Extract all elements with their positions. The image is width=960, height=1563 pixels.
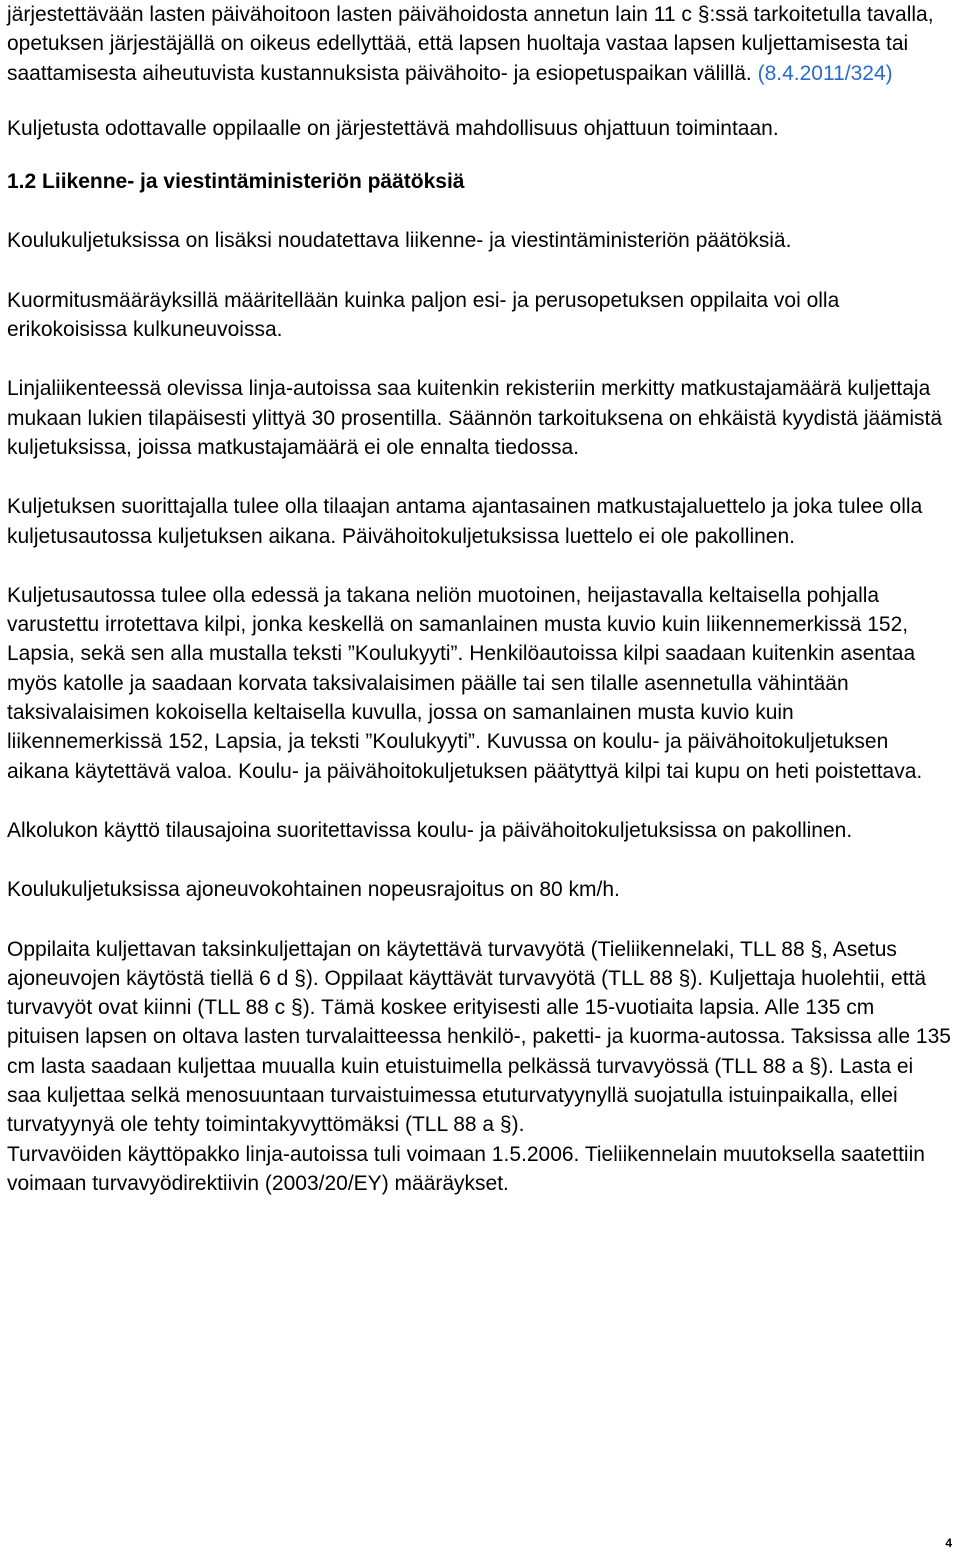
paragraph-ministry-decisions: Koulukuljetuksissa on lisäksi noudatettava liikenne- ja viestintäministeriön päätöksiä. <box>7 229 792 253</box>
page-number: 4 <box>945 1536 952 1550</box>
law-reference-link[interactable]: (8.4.2011/324) <box>757 61 893 85</box>
paragraph-intro <box>7 0 952 88</box>
paragraph-alcolock: Alkolukon käyttö tilausajoina suoritettavissa koulu- ja päivähoitokuljetuksissa on pakollinen. <box>7 818 853 842</box>
paragraph-seatbelts: Oppilaita kuljettavan taksinkuljettajan on käytettävä turvavyötä (Tieliikennelaki, TLL 88 §, Asetus ajoneuvojen käytöstä tiellä 6 d §). Oppilaat käyttävät turvavyötä (TLL 88 §). Kuljettaja huolehtii, että turvavyöt ovat kiinni (TLL 88 c §). Tämä koskee erityisesti alle 15-vuotiaita lapsia. Alle 135 cm pituisen lapsen on oltava lasten turvalaitteessa henkilö-, paketti- ja kuorma-autossa. Taksissa alle 135 cm lasta saadaan kuljettaa muualla kuin etuistuimella pelkässä turvavyössä (TLL 88 a §). Lasta ei saa kuljettaa selkä menosuuntaan turvaistuimessa etuturvatyynyllä suojatulla istuinpaikalla, ellei turvatyynyä ole tehty toimintakyvyttömäksi (TLL 88 a §). <box>7 937 951 1137</box>
paragraph-seatbelt-directive: Turvavöiden käyttöpakko linja-autoissa tuli voimaan 1.5.2006. Tieliikennelain muutoksella saatettiin voimaan turvavyödirektiivin (2003/20/EY) määräykset. <box>7 1142 925 1195</box>
section-heading: 1.2 Liikenne- ja viestintäministeriön päätöksiä <box>7 170 465 194</box>
paragraph-line-traffic: Linjaliikenteessä olevissa linja-autoissa saa kuitenkin rekisteriin merkitty matkustajamäärä kuljettaja mukaan lukien tilapäisesti ylittyä 30 prosentilla. Säännön tarkoituksena on ehkäistä kyydistä jäämistä kuljetuksissa, joissa matkustajamäärä ei ole ennalta tiedossa. <box>7 377 943 459</box>
paragraph-speed-limit: Koulukuljetuksissa ajoneuvokohtainen nopeusrajoitus on 80 km/h. <box>7 878 620 902</box>
paragraph-load-regulations: Kuormitusmääräyksillä määritellään kuinka paljon esi- ja perusopetuksen oppilaita voi olla erikokoisissa kulkuneuvoissa. <box>7 288 840 342</box>
paragraph-school-transport-sign: Kuljetusautossa tulee olla edessä ja takana neliön muotoinen, heijastavalla keltaisella pohjalla varustettu irrotettava kilpi, jonka keskellä on samanlainen musta kuvio kuin liikennemerkissä 152, Lapsia, sekä sen alla mustalla teksti ”Koulukyyti”. Henkilöautoissa kilpi saadaan kuitenkin asentaa myös katolle ja saadaan korvata taksivalaisimen päälle tai sen tilalle asennetulla vähintään taksivalaisimen kokoisella keltaisella kuvulla, jossa on samanlainen musta kuvio kuin liikennemerkissä 152, Lapsia, ja teksti ”Koulukyyti”. Kuvussa on koulu- ja päivähoitokuljetuksen aikana käytettävä valoa. Koulu- ja päivähoitokuljetuksen päätyttyä kilpi tai kupu on heti poistettava. <box>7 583 923 783</box>
paragraph-waiting-pupils: Kuljetusta odottavalle oppilaalle on järjestettävä mahdollisuus ohjattuun toimintaan. <box>7 116 779 140</box>
paragraph-passenger-list: Kuljetuksen suorittajalla tulee olla tilaajan antama ajantasainen matkustajaluettelo ja joka tulee olla kuljetusautossa kuljetuksen aikana. Päivähoitokuljetuksissa luettelo ei ole pakollinen. <box>7 495 923 548</box>
paragraph-intro-text: järjestettävään lasten päivähoitoon lasten päivähoidosta annetun lain 11 c §:ssä tarkoitetulla tavalla, opetuksen järjestäjällä on oikeus edellyttää, että lapsen huoltaja vastaa lapsen kuljettamisesta tai saattamisesta aiheutuvista kustannuksista päivähoito- ja esiopetuspaikan välillä. <box>7 3 934 85</box>
document-page <box>7 0 952 1198</box>
